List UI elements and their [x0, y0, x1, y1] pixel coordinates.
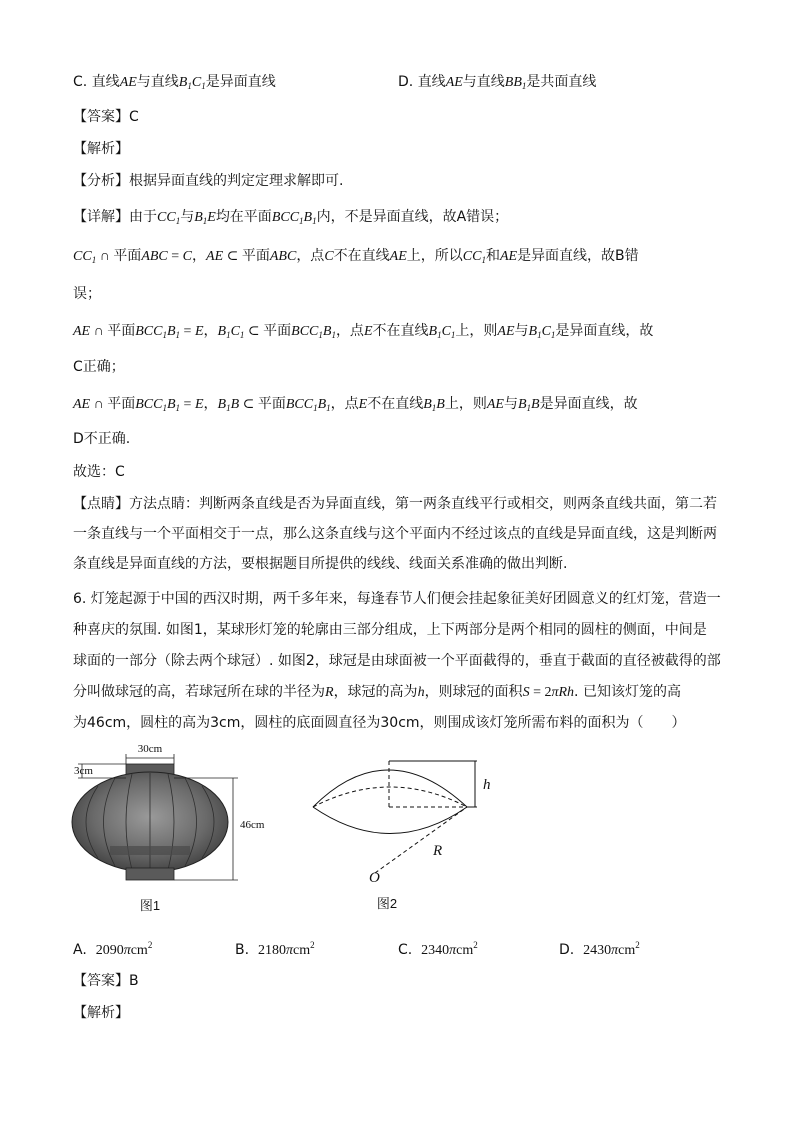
radius-dashed-line — [375, 807, 467, 873]
bottom-cylinder — [126, 868, 174, 880]
dianjing-line-1: 【点睛】方法点睛：判断两条直线是否为异面直线，第一两条直线平行或相交，则两条直线共面，第二若 — [73, 496, 717, 512]
detail-line-7: D不正确. — [73, 431, 131, 447]
label-O: O — [369, 870, 380, 886]
q6-option-a[interactable]: A. 2090πcm$^2$ — [73, 940, 153, 958]
q6-option-c[interactable]: C. 2340πcm$^2$ — [398, 940, 478, 958]
q6-line-4: 分叫做球冠的高，若球冠所在球的半径为R，球冠的高为h，则球冠的面积S = 2πRh. 已知该灯笼的高 — [73, 684, 681, 700]
option-d-line: D. 直线AE与直线$BB_1$是共面直线 — [398, 74, 597, 91]
q6-option-b[interactable]: B. 2180πcm$^2$ — [235, 940, 315, 958]
figure-1-caption: 图1 — [139, 898, 161, 913]
answer-line: 【答案】C — [73, 109, 139, 125]
q6-line-5: 为46cm，圆柱的高为3cm，圆柱的底面圆直径为30cm，则围成该灯笼所需布料的面积为（ ） — [73, 715, 686, 731]
label-R: R — [433, 843, 443, 859]
detail-line-1: 【详解】由于$CC_1$与$B_1E$均在平面$BCC_1B_1$内，不是异面直线，故A错误； — [73, 209, 509, 226]
detail-line-5: C正确； — [73, 359, 125, 375]
base-ellipse-back — [313, 787, 467, 807]
fenxi-line: 【分析】根据异面直线的判定定理求解即可. — [73, 173, 344, 189]
detail-line-3: 误； — [73, 286, 101, 302]
dianjing-line-2: 一条直线与一个平面相交于一点，那么这条直线与这个平面内不经过该点的直线是异面直线，这是判断两 — [73, 526, 717, 542]
base-ellipse-front — [313, 807, 467, 834]
q6-line-3: 球面的一部分（除去两个球冠）. 如图2，球冠是由球面被一个平面截得的，垂直于截面的直径被截得的部 — [73, 653, 721, 669]
label-46cm: 46cm — [240, 819, 265, 831]
choice-line: 故选：C — [73, 464, 125, 480]
q6-line-1: 6. 灯笼起源于中国的西汉时期，两千多年来，每逢春节人们便会挂起象征美好团圆意义的红灯笼，营造一 — [73, 591, 721, 607]
dianjing-line-3: 条直线是异面直线的方法，要根据题目所提供的线线、线面关系准确的做出判断. — [73, 556, 568, 572]
figure-2-spherical-cap — [305, 745, 505, 915]
label-3cm: 3cm — [74, 765, 93, 777]
decorative-band — [110, 846, 190, 855]
label-h: h — [483, 777, 491, 793]
figure-1-lantern — [70, 738, 285, 918]
analysis-tag: 【解析】 — [73, 141, 129, 157]
figure-2-caption: 图2 — [376, 896, 398, 911]
q6-analysis-tag: 【解析】 — [73, 1005, 129, 1021]
option-c-line: C. 直线AE与直线$B_1C_1$是异面直线 — [73, 74, 276, 91]
q6-option-d[interactable]: D. 2430πcm$^2$ — [559, 940, 640, 958]
q6-answer-line: 【答案】B — [73, 973, 139, 989]
label-30cm: 30cm — [137, 743, 163, 755]
q6-line-2: 种喜庆的氛围. 如图1，某球形灯笼的轮廓由三部分组成，上下两部分是两个相同的圆柱的侧面，中间是 — [73, 622, 707, 638]
detail-line-2: $CC_1$ ∩ 平面ABC = C，AE ⊂ 平面ABC，点C不在直线AE上，所以$CC_1$和AE是异面直线，故B错 — [73, 248, 639, 265]
cap-outline — [313, 770, 467, 807]
detail-line-4: AE ∩ 平面$BCC_1B_1 = E$，$B_1C_1$ ⊂ 平面$BCC_1B_1$，点E不在直线$B_1C_1$上，则AE与$B_1C_1$是异面直线，故 — [73, 323, 654, 340]
detail-line-6: AE ∩ 平面$BCC_1B_1 = E$，$B_1B$ ⊂ 平面$BCC_1B_1$，点E不在直线$B_1B$上，则AE与$B_1B$是异面直线，故 — [73, 396, 638, 413]
